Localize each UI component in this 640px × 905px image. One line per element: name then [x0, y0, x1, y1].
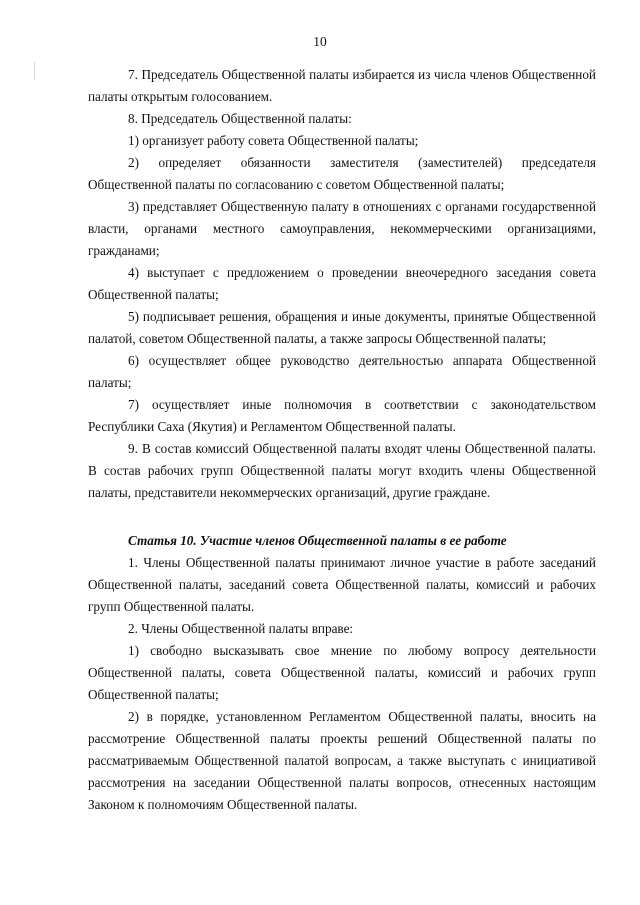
scan-mark — [34, 62, 35, 80]
paragraph: 6) осуществляет общее руководство деятельностью аппарата Общественной палаты; — [88, 353, 596, 390]
paragraph: 1. Члены Общественной палаты принимают личное участие в работе заседаний Общественной палаты, заседаний совета Общественной палаты, комиссий и рабочих групп Общественной палаты. — [88, 555, 596, 614]
paragraph: 7) осуществляет иные полномочия в соответствии с законодательством Республики Саха (Якутия) и Регламентом Общественной палаты. — [88, 397, 596, 434]
document-body — [88, 64, 596, 816]
paragraph: 8. Председатель Общественной палаты: — [128, 111, 352, 126]
paragraph: 2) определяет обязанности заместителя (заместителей) председателя Общественной палаты по согласованию с советом Общественной палаты; — [88, 155, 596, 192]
article-heading: Статья 10. Участие членов Общественной палаты в ее работе — [128, 533, 507, 548]
paragraph: 1) свободно высказывать свое мнение по любому вопросу деятельности Общественной палаты, совета Общественной палаты, комиссий и рабочих групп Общественной палаты; — [88, 643, 596, 702]
paragraph: 4) выступает с предложением о проведении внеочередного заседания совета Общественной палаты; — [88, 265, 596, 302]
paragraph: 2. Члены Общественной палаты вправе: — [128, 621, 354, 636]
page-number: 10 — [313, 34, 327, 49]
paragraph: 5) подписывает решения, обращения и иные документы, принятые Общественной палатой, советом Общественной палаты, а также запросы Общественной палаты; — [88, 309, 596, 346]
paragraph: 2) в порядке, установленном Регламентом Общественной палаты, вносить на рассмотрение Общественной палаты проекты решений Общественной палаты по рассматриваемым Общественной палатой вопросам, а также выступать с инициативой рассмотрения на заседании Общественной палаты вопросов, отнесенных настоящим Законом к полномочиям Общественной палаты. — [88, 709, 596, 812]
paragraph: 9. В состав комиссий Общественной палаты входят члены Общественной палаты. В состав рабочих групп Общественной палаты могут входить члены Общественной палаты, представители некоммерческих организаций, другие граждане. — [88, 441, 596, 500]
paragraph: 1) организует работу совета Общественной палаты; — [128, 133, 419, 148]
paragraph: 3) представляет Общественную палату в отношениях с органами государственной власти, органами местного самоуправления, некоммерческими организациями, гражданами; — [88, 199, 596, 258]
paragraph: 7. Председатель Общественной палаты избирается из числа членов Общественной палаты открытым голосованием. — [88, 67, 596, 104]
